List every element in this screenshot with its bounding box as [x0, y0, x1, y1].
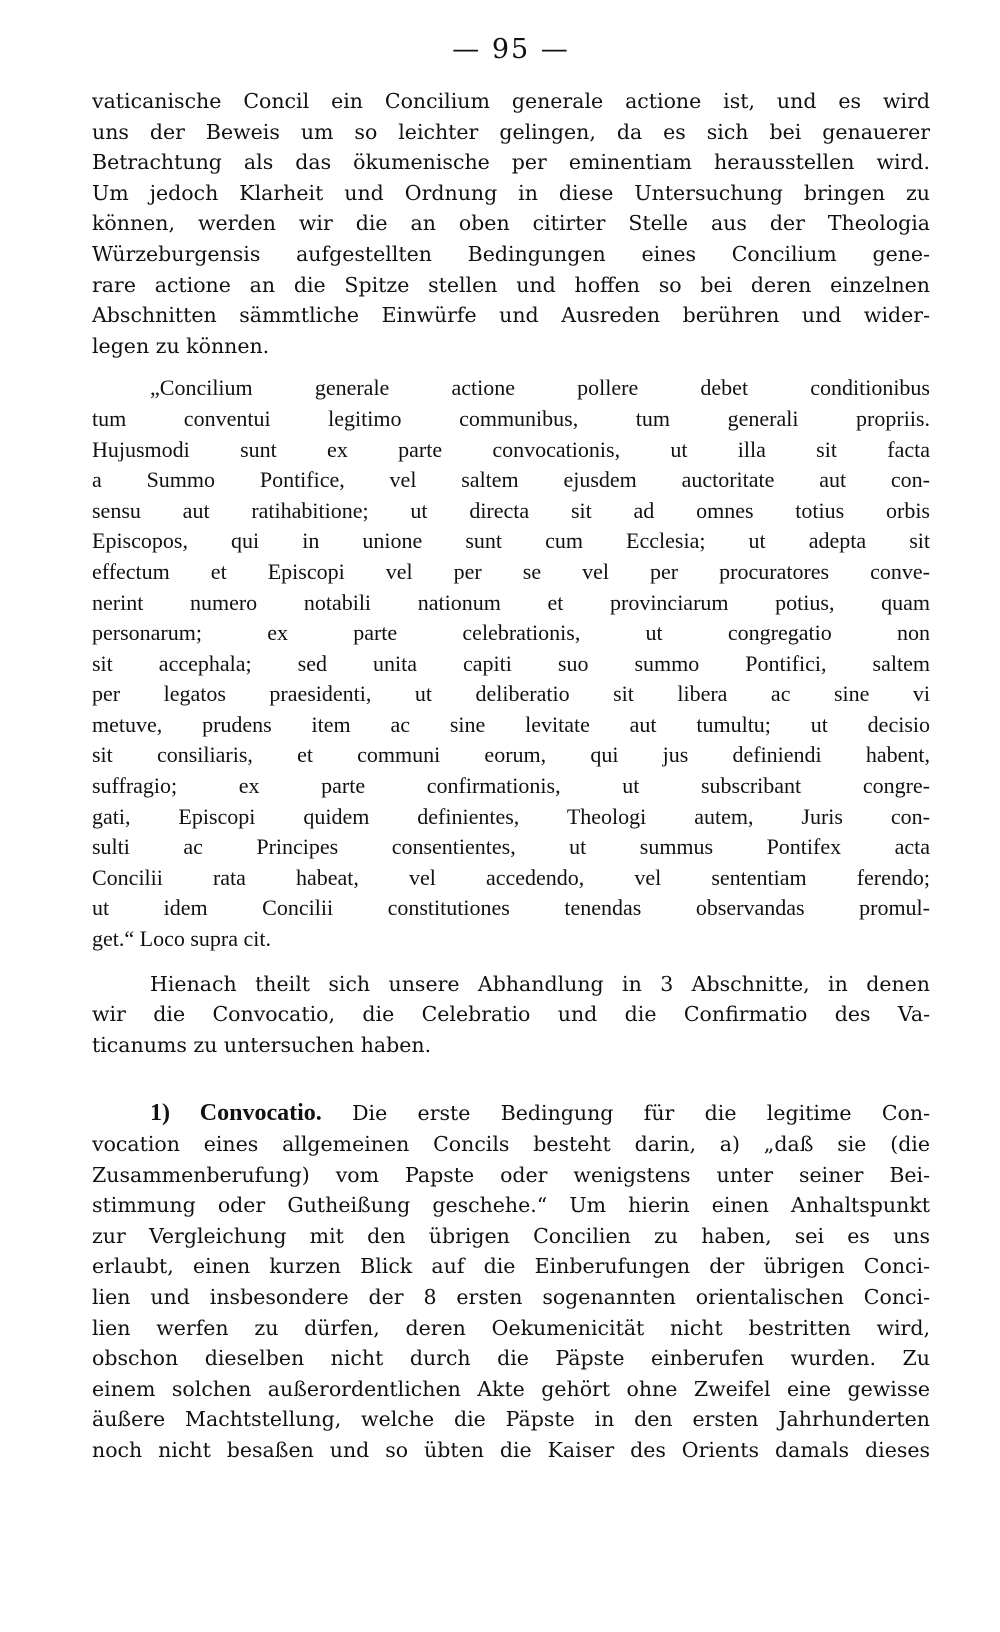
text-line: vocation eines allgemeinen Concils besteht darin, a) „daß sie (die — [92, 1132, 930, 1156]
text-line — [92, 1098, 930, 1129]
text-line: lien und insbesondere der 8 ersten sogenannten orientalischen Conci- — [92, 1284, 930, 1309]
text-line: suffragio; ex parte confirmationis, ut subscribant congre- — [92, 773, 930, 799]
text-line: Episcopos, qui in unione sunt cum Ecclesia; ut adepta sit — [92, 528, 930, 554]
text-line: effectum et Episcopi vel per se vel per procuratores conve- — [92, 558, 930, 584]
paragraph-4-convocatio — [92, 1098, 930, 1465]
text-line: wir die Convocatio, die Celebratio und die Confirmatio des Va- — [92, 1002, 930, 1027]
paragraph-1 — [92, 86, 930, 361]
text-line: zur Vergleichung mit den übrigen Concilien zu haben, sei es uns — [92, 1223, 930, 1248]
section-heading: 1) Convocatio. — [150, 1100, 322, 1127]
text-line: Concilii rata habeat, vel accedendo, vel sententiam ferendo; — [92, 864, 930, 890]
text-line: legen zu können. — [92, 333, 270, 358]
text-line: sit accephala; sed unita capiti suo summo Pontifici, saltem — [92, 650, 930, 676]
text-line: äußere Machtstellung, welche die Päpste in den ersten Jahrhunderten — [92, 1407, 930, 1432]
text-line: können, werden wir die an oben citirter Stelle aus der Theologia — [92, 211, 930, 236]
text-line: tum conventui legitimo communibus, tum generali propriis. — [92, 405, 930, 431]
text-line-continuation: Die erste Bedingung für die legitime Con- — [321, 1101, 930, 1126]
text-line: rare actione an die Spitze stellen und hoffen so bei deren einzelnen — [92, 272, 930, 297]
text-line: Abschnitten sämmtliche Einwürfe und Ausreden berühren und wider- — [92, 303, 930, 328]
text-line: Zusammenberufung) vom Papste oder wenigstens unter seiner Bei- — [92, 1162, 930, 1187]
text-line: Um jedoch Klarheit und Ordnung in diese Untersuchung bringen zu — [92, 180, 930, 205]
text-line: sensu aut ratihabitione; ut directa sit ad omnes totius orbis — [92, 497, 930, 523]
text-line: personarum; ex parte celebrationis, ut congregatio non — [92, 620, 930, 646]
paragraph-2-latin-quote — [92, 373, 930, 954]
text-line: per legatos praesidenti, ut deliberatio sit libera ac sine vi — [92, 681, 930, 707]
text-line: a Summo Pontifice, vel saltem ejusdem auctoritate aut con- — [92, 467, 930, 493]
text-line: ut idem Concilii constitutiones tenendas observandas promul- — [92, 895, 930, 921]
text-line: Betrachtung als das ökumenische per eminentiam herausstellen wird. — [92, 150, 930, 175]
text-line: sit consiliaris, et communi eorum, qui jus definiendi habent, — [92, 742, 930, 768]
text-line: gati, Episcopi quidem definientes, Theologi autem, Juris con- — [92, 803, 930, 829]
text-line: lien werfen zu dürfen, deren Oekumenicität nicht bestritten wird, — [92, 1315, 930, 1340]
text-line: stimmung oder Gutheißung geschehe.“ Um hierin einen Anhaltspunkt — [92, 1193, 930, 1218]
text-line: einem solchen außerordentlichen Akte gehört ohne Zweifel eine gewisse — [92, 1376, 930, 1401]
text-line: obschon dieselben nicht durch die Päpste einberufen wurden. Zu — [92, 1346, 930, 1371]
text-line: metuve, prudens item ac sine levitate aut tumultu; ut decisio — [92, 711, 930, 737]
text-line: „Concilium generale actione pollere debet conditionibus — [150, 375, 930, 401]
text-line: vaticanische Concil ein Concilium generale actione ist, und es wird — [92, 89, 930, 113]
text-line: ticanums zu untersuchen haben. — [92, 1032, 432, 1057]
text-line: erlaubt, einen kurzen Blick auf die Einberufungen der übrigen Conci- — [92, 1254, 930, 1279]
text-line: Hujusmodi sunt ex parte convocationis, ut illa sit facta — [92, 436, 930, 462]
text-line: uns der Beweis um so leichter gelingen, da es sich bei genauerer — [92, 119, 930, 144]
text-line: sulti ac Principes consentientes, ut summus Pontifex acta — [92, 834, 930, 860]
text-line: noch nicht besaßen und so übten die Kaiser des Orients damals dieses — [92, 1437, 930, 1462]
paragraph-3 — [92, 969, 930, 1061]
page-number: — 95 — — [452, 34, 570, 65]
document-page — [92, 30, 930, 1466]
text-line: get.“ Loco supra cit. — [92, 926, 271, 952]
text-line: Würzeburgensis aufgestellten Bedingungen eines Concilium gene- — [92, 241, 930, 266]
text-line: nerint numero notabili nationum et provinciarum potius, quam — [92, 589, 930, 615]
text-line: Hienach theilt sich unsere Abhandlung in 3 Abschnitte, in denen — [150, 971, 930, 996]
